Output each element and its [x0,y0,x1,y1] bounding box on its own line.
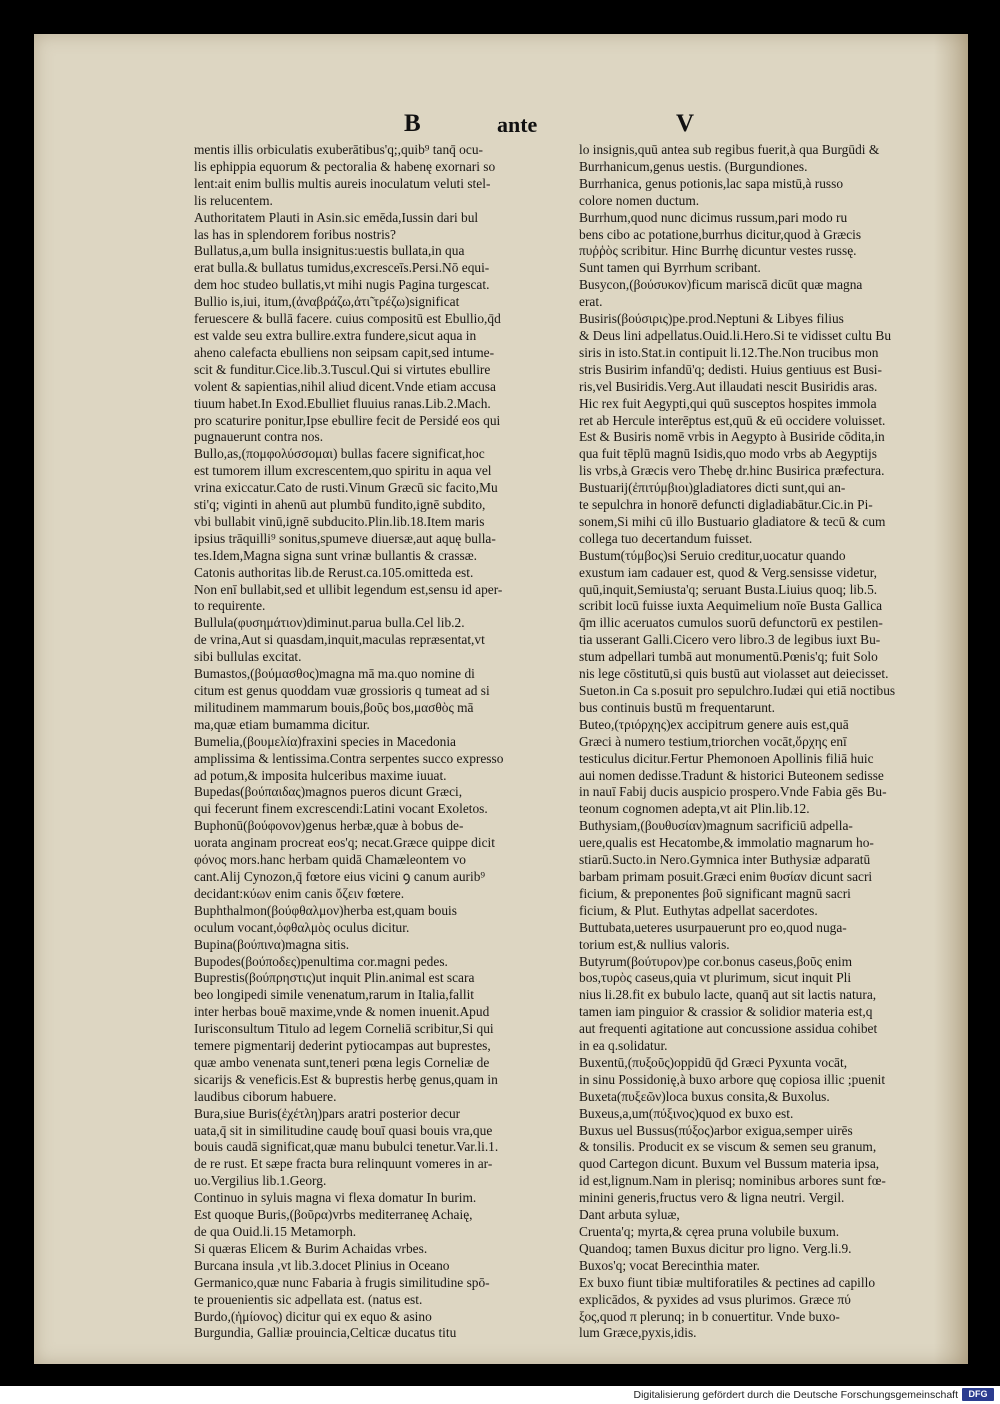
text-line: volent & sapientias,nihil aliud dicent.Vnde etiam accusa [194,378,496,394]
text-line: ipsius trāquilli⁹ sonitus,spumeve diuersæ,aut aquę bulla- [194,530,496,546]
text-line: Bullatus,a,um bulla insignitus:uestis bullata,in qua [194,243,465,259]
footer-credit-text: Digitalisierung gefördert durch die Deutsche Forschungsgemeinschaft [633,1389,958,1401]
text-line: Authoritatem Plauti in Asin.sic emēda,Iussin dari bul [194,209,479,225]
text-line: ficium, & Plut. Euthytas adpellat sacerdotes. [579,902,818,918]
text-line: Bustuarij(ἐπιτύμβιοι)gladiatores dicti sunt,qui an- [579,480,846,496]
text-line: citum est genus quoddam vuæ grossioris q tumeat ad si [194,683,490,698]
text-line: explicādos, & pyxides ad vsus plurimos. Græce πύ [579,1291,851,1307]
text-line: uo.Vergilius lib.1.Georg. [194,1173,327,1189]
page-header [34,110,968,140]
text-line: temere pigmentarij dederint pytiocampas aut buprestes, [194,1038,491,1054]
text-line: pro scaturire ponitur,Ipse ebullire fecit de Persidé eos qui [194,412,501,428]
text-line: πυῤῥὸς scribitur. Hinc Burrhę dicuntur vestes russę. [579,243,857,259]
header-middle-word: ante [497,112,538,137]
text-line: erat bulla.& bullatus tumidus,excresceīs.Persi.Nō equi- [194,260,490,276]
text-line: quū,inquit,Semiusta'q; seruant Busta.Liuius quoq; lib.5. [579,581,878,597]
text-line: uata,q̄ sit in similitudine caudę bouī quasi bouis vra,que [194,1122,493,1138]
text-line: Bullo,as,(πομφολύσσομαι) bullas facere significat,hoc [194,446,485,462]
text-line: Butyrum(βούτυρον)pe cor.bonus caseus,βοῦς enim [579,953,853,969]
text-line: dem hoc studeo bullatis,vt mihi nugis Pagina turgescat. [194,277,490,293]
text-line: Hic rex fuit Aegypti,qui quū susceptos hospites immola [579,395,877,411]
text-line: ξος,quod π plerunq; in b conuertitur. Vnde buxo- [579,1308,840,1324]
text-line: lis ephippia equorum & pectoralia & habenę exornari so [194,158,496,174]
text-line: stris Busirim infandū'q; dedisti. Huius gentiuus est Busi- [579,361,882,377]
text-line: Buxeus,a,um(πύξινος)quod ex buxo est. [579,1105,794,1121]
text-line: laudibus ciborum habuere. [194,1088,337,1104]
text-line: barbam primam posuit.Græci enim θυσίαν dicunt sacri [579,868,873,884]
text-line: Buttubata,ueteres usurpauerunt pro eo,quod nuga- [579,919,847,935]
text-line: sonem,Si mihi cū illo Bustuario gladiatore & tecū & cum [579,513,886,529]
text-line: Catonis authoritas lib.de Rerust.ca.105.omitteda est. [194,564,474,580]
left-text-column [194,142,579,1342]
text-line: amplissima & lentissima.Contra serpentes succo expresso [194,750,504,766]
text-line: de qua Ouid.li.15 Metamorph. [194,1224,357,1239]
text-line: & tonsilis. Producit ex se viscum & semen seu granum, [579,1139,877,1155]
text-line: to requirente. [194,598,266,614]
text-line: beo longipedi simile venenatum,rarum in Italia,fallit [194,987,475,1003]
text-line: sti'q; viginti in ahenū aut plumbū fundito,ignē subdito, [194,497,486,513]
text-line: in sinu Possidonię,à buxo arbore quę copiosa illic ;puenit [579,1071,886,1087]
text-line: de re rust. Et sæpe fracta bura relinquunt vomeres in ar- [194,1156,493,1172]
text-line: decidant:κύων enim canis ὄζειν fœtere. [194,885,405,901]
text-line: erat. [579,294,603,310]
text-line: est valde seu extra bullire.extra fundere,sicut aqua in [194,327,477,343]
text-line: tamen iam pinguior & crassior & solidior materia est,q [579,1004,873,1020]
text-line: Burdo,(ἡμίονος) dicitur qui ex equo & asino [194,1308,432,1324]
text-line: bouis caudā significat,quæ manu bubulci tenetur.Var.li.1. [194,1139,499,1155]
text-line: tia usserant Galli.Cicero vero libro.3 de legibus iuxt Bu- [579,632,881,648]
text-line: Est & Busiris nomē vrbis in Aegypto à Busiride cōdita,in [579,429,885,445]
text-line: minini generis,fructus vero & ligna neutri. Vergil. [579,1190,845,1206]
text-line: te sepulchra in honorē defuncti digladiabātur.Cic.in Pi- [579,497,873,513]
text-line: Bumastos,(βούμασθος)magna mā ma.quo nomine di [194,666,475,682]
text-line: colore nomen ductum. [579,192,700,208]
text-line: uere,qualis est Hecatombe,& immolatio magnarum ho- [579,835,874,851]
text-line: Bupina(βούπινα)magna sitis. [194,936,350,952]
text-line: Bumelia,(βουμελία)fraxini species in Macedonia [194,733,456,749]
text-line: Burgundia, Galliæ prouincia,Celticæ ducatus titu [194,1325,457,1341]
text-line: Buprestis(βούπρηστις)ut inquit Plin.animal est scara [194,970,475,986]
text-line: Buphthalmon(βούφθαλμον)herba est,quam bouis [194,902,457,918]
text-line: Bupodes(βούποδες)penultima cor.magni pedes. [194,953,448,969]
text-line: ret ab Hercule interēptus est,quū & eū occidere voluisset. [579,412,886,428]
text-line: Est quoque Buris,(βοῦρα)vrbs mediterraneę Achaię, [194,1207,473,1223]
text-line: est tumorem illum excrescentem,quo spiritu in aqua vel [194,463,492,479]
text-line: aheno calefacta ebulliens non seipsam capit,sed intume- [194,344,495,360]
text-line: Buxentū,(πυξοῦς)oppidū q̄d Græci Pyxunta vocāt, [579,1054,848,1070]
text-line: uorata anginam procreat eos'q; necat.Græce quippe dicit [194,835,495,851]
text-line: quæ ambo venenata sunt,teneri pœna legis Corneliæ de [194,1054,490,1070]
text-line: de vrina,Aut si quasdam,inquit,maculas repræsentat,vt [194,632,485,648]
text-line: lent:ait enim bullis multis aureis inoculatum veluti stel- [194,175,491,191]
text-line: teonum cognomen adepta,vt ait Plin.lib.12. [579,801,810,817]
text-line: ficium, & preponentes βοῦ significant magnū sacri [579,885,851,901]
header-left-letter: B [404,110,421,137]
text-line: nius li.28.fit ex bubulo lacte, quanq̄ aut sit lactis natura, [579,987,877,1003]
text-line: exustum iam cadauer est, quod & Verg.sensisse videtur, [579,564,877,580]
text-line: ad potum,& imposita hulceribus maxime iuuat. [194,767,447,783]
text-line: Buteo,(τριόρχης)ex accipitrum genere auis est,quā [579,716,849,732]
text-line: nis lege cōstitutū,si quis bustū aut violasset aut deiecisset. [579,666,889,682]
text-line: bens cibo ac potatione,burrhus dicitur,quod à Græcis [579,226,862,242]
text-line: Buxos'q; vocat Berecinthia mater. [579,1257,760,1273]
text-line: Bullula(φυσημάτιον)diminut.parua bulla.Cel lib.2. [194,615,465,631]
text-line: qui fecerunt finem excrescendi:Latini vocant Exoletos. [194,801,488,817]
text-line: Burrhanicum,genus uestis. (Burgundiones. [579,158,808,174]
text-line: torium est,& nullius valoris. [579,936,730,952]
text-line: tes.Idem,Magna signa sunt vrinæ bullantis & crassæ. [194,547,478,563]
text-line: stiarū.Sucto.in Nero.Gymnica inter Buthysiæ adparatū [579,852,871,868]
text-line: aui nomen dedisse.Tradunt & historici Buteonem sedisse [579,767,884,783]
text-line: id est,lignum.Nam in plerisq; nominibus arbores sunt fœ- [579,1173,886,1189]
text-line: sicarijs & veneficis.Est & buprestis herbę genus,quam in [194,1071,498,1087]
text-line: Burrhanica, genus potionis,lac sapa mistū,à russo [579,175,844,191]
text-line: quod Cartegon dicunt. Buxum vel Bussum materia ipsa, [579,1156,880,1172]
text-line: sibi bullulas excitat. [194,649,302,665]
text-line: Græci à numero testium,triorchen vocāt,ὄρχης enī [579,733,847,749]
text-line: collega tuo decertandum fuisset. [579,530,753,546]
text-line: lis relucentem. [194,192,273,208]
text-line: scit & funditur.Cice.lib.3.Tuscul.Qui si virtutes ebullire [194,361,491,377]
text-line: scribit locū fuisse iuxta Aequimelium noīe Busta Gallica [579,598,883,614]
text-line: vrina exiccatur.Cato de rusti.Vinum Græcū sic facito,Mu [194,480,498,496]
text-line: lis vrbs,à Græcis vero Thebę dr.hinc Busirica præfectura. [579,463,885,479]
text-line: Bustum(τύμβος)si Seruio creditur,uocatur quando [579,547,846,563]
text-line: Dant arbuta syluæ, [579,1207,680,1223]
text-line: cant.Alij Cynozon,q̄ fœtore eius vicini ꝯ canum aurib⁹ [194,868,486,884]
right-text-column [579,142,955,1342]
text-line: Buxeta(πυξεῶν)loca buxus consita,& Buxolus. [579,1088,830,1104]
text-line: te prouenientis sic adpellata est. (natus est. [194,1291,423,1307]
text-line: vbi bullabit vinū,ignē subducito.Plin.lib.18.Item maris [194,513,485,529]
text-line: Buxus uel Bussus(πύξος)arbor exigua,semper uirēs [579,1122,853,1138]
text-line: Bura,siue Buris(ἐχέτλη)pars aratri posterior decur [194,1105,461,1121]
text-line: inter herbas bouē maxime,vnde & nomen inuenit.Apud [194,1004,490,1020]
text-line: pugnauerunt contra nos. [194,429,324,445]
text-line: qua fuit tēplū magnū Isidis,quo modo vrbs ab Aegyptijs [579,446,877,462]
text-line: Burcana insula ,vt lib.3.docet Plinius in Oceano [194,1257,450,1273]
text-line: Buthysiam,(βουθυσίαν)magnum sacrificiū adpella- [579,818,853,834]
text-line: Continuo in syluis magna vi flexa domatur In burim. [194,1190,477,1206]
text-line: militudinem mammarum bouis,βοῦς bos,μασθὸς mā [194,699,474,715]
text-line: Si quæras Elicem & Burim Achaidas vrbes. [194,1240,428,1256]
text-line: Ex buxo fiunt tibiæ multiforatiles & pectines ad capillo [579,1274,876,1290]
text-line: Buphonū(βούφονον)genus herbæ,quæ à bobus de- [194,818,464,834]
text-line: Germanico,quæ nunc Fabaria à frugis similitudine spō- [194,1274,490,1290]
text-line: ris,vel Busiridis.Verg.Aut illaudati nescit Busiridis aras. [579,378,878,394]
text-line: siris in isto.Stat.in contipuit li.12.The.Non trucibus mon [579,344,879,360]
text-line: bos,τυρὸς caseus,quia vt plurimum, sicut inquit Pli [579,970,852,986]
text-line: mentis illis orbiculatis exuberātibus'q;,quib⁹ tanq̄ ocu- [194,142,483,157]
text-line: Bupedas(βούπαιδας)magnos pueros dicunt Græci, [194,784,463,800]
text-line: las has in splendorem foribus nostris? [194,226,396,242]
text-line: tiuum habet.In Exod.Ebulliet fluuius ranas.Lib.2.Mach. [194,395,491,411]
text-line: bus continuis bustū m frequentarunt. [579,699,775,715]
text-line: in ea q.solidatur. [579,1038,668,1054]
text-line: Sunt tamen qui Byrrhum scribant. [579,260,761,276]
text-line: in nauī Fabij ducis auspicio prospero.Vnde Fabia gēs Bu- [579,784,887,800]
digitization-footer [0,1386,1000,1404]
header-right-letter: V [676,110,695,137]
text-line: Busycon,(βούσυκον)ficum mariscā dicūt quæ magna [579,277,863,293]
text-line: Sueton.in Ca s.posuit pro sepulchro.Iudæi qui etiā noctibus [579,683,896,698]
text-line: & Deus lini adpellatus.Ouid.li.Hero.Si te vidisset cultu Bu [579,327,892,343]
text-line: ma,quæ etiam bumamma dicitur. [194,716,370,732]
text-line: Non enī bullabit,sed et ullibit legendum est,sensu id aper- [194,581,503,597]
text-line: Quandoq; tamen Buxus dicitur pro ligno. Verg.li.9. [579,1240,852,1256]
text-line: lum Græce,pyxis,idis. [579,1325,697,1341]
text-line: stum adpellari tumbā aut monumentū.Pœnis'q; fuit Solo [579,649,878,665]
text-line: Busiris(βούσιρις)pe.prod.Neptuni & Libyes filius [579,311,844,327]
text-line: φόνος mors.hanc herbam quidā Chamæleontem vo [194,852,466,868]
text-line: feruescere & bullā facere. cuius compositū est Ebullio,q̄d [194,311,501,327]
text-line: oculum vocant,ὀφθαλμὸς oculus dicitur. [194,919,410,935]
text-line: aut frequenti agitatione aut concussione assidua cohibet [579,1021,878,1037]
book-page [34,34,968,1364]
text-line: lo insignis,quū antea sub regibus fuerit,à qua Burgūdi & [579,142,880,157]
text-line: Bullio is,iui, itum,(ἀναβράζω,ἀτι̃ τρέζω)significat [194,294,460,310]
text-line: q̄m illic aceruatos cumulos suorū defunctorū ex pestilen- [579,615,883,631]
text-line: Burrhum,quod nunc dicimus russum,pari modo ru [579,209,848,225]
dfg-logo: DFG [962,1388,994,1401]
text-line: Iurisconsultum Titulo ad legem Corneliā scribitur,Si qui [194,1021,494,1037]
text-line: Cruenta'q; myrta,& cęrea pruna volubile buxum. [579,1224,840,1239]
text-line: testiculus dicitur.Fertur Phemonoen Apollinis filiā huic [579,750,874,766]
